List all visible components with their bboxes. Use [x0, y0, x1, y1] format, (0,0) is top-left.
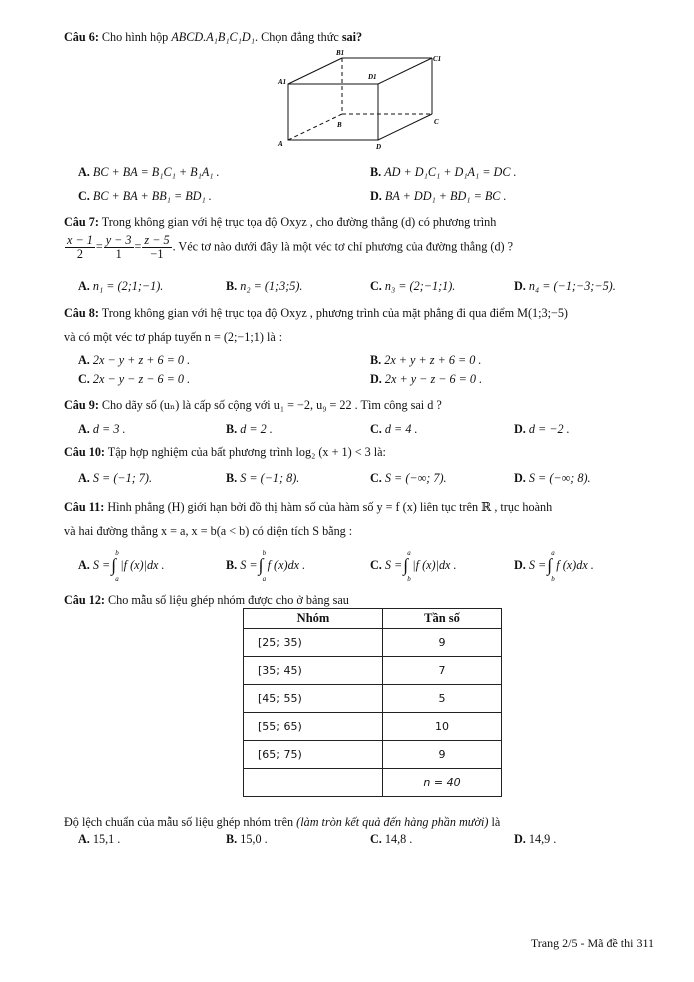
q7-equation: $\frac{x - 1}{2}$ = $\frac{y - 3}{1}$ = $\frac{z - 5}{-1}$ . Véc tơ nào dưới đây là một véc tơ chỉ phương của đường thẳng (d) ?: [67, 233, 514, 261]
q7-label: Câu 7:: [64, 215, 99, 229]
page-footer: Trang 2/5 - Mã đề thi 311: [530, 936, 654, 950]
label-c1: C1: [433, 55, 442, 63]
q10-option-d[interactable]: [514, 471, 591, 486]
q12-option-c[interactable]: [370, 832, 412, 847]
q7-frac-y: [104, 234, 134, 261]
q10-option-b-label: B.: [226, 471, 238, 485]
q7-stem: [64, 215, 496, 230]
q11-line2: và hai đường thẳng x = a, x = b(a < b) có diện tích S bằng :: [64, 524, 353, 538]
q10-option-a-math: S = (−1; 7).: [92, 471, 152, 485]
q8-option-a-math: 2x − y + z + 6 = 0 .: [92, 353, 191, 367]
q9-stem: [64, 398, 442, 413]
q7-option-c-math: n₃ = (2;−1;1).: [384, 279, 456, 293]
table-header-group: Nhóm: [244, 609, 383, 629]
q11-option-b-body: f (x)dx .: [267, 557, 306, 572]
table-cell-total: n = 40: [383, 769, 502, 797]
label-d1: D1: [368, 73, 377, 81]
q11-option-d-lower: b: [551, 575, 555, 583]
label-a1: A1: [278, 78, 287, 86]
q10-label: Câu 10:: [64, 445, 105, 459]
q9-option-c-math: d = 4 .: [384, 422, 418, 436]
q10-option-b-math: S = (−1; 8).: [240, 471, 300, 485]
q10-option-b[interactable]: [226, 471, 299, 486]
q12-label: Câu 12:: [64, 593, 105, 607]
q10-text: Tập hợp nghiệm của bất phương trình log₂ (x + 1) < 3 là:: [107, 445, 386, 459]
q7-frac-z-num: z − 5: [144, 233, 170, 247]
q11-option-c[interactable]: [370, 549, 457, 583]
q9-text: Cho dãy số (uₙ) là cấp số cộng với u₁ = −2, u₉ = 22 . Tìm công sai d ?: [101, 398, 442, 412]
q7-option-b-math: n₂ = (1;3;5).: [240, 279, 303, 293]
table-row: [244, 629, 502, 657]
q6-option-b-label: B.: [370, 165, 382, 179]
q8-option-b[interactable]: [370, 353, 481, 368]
table-row: [244, 685, 502, 713]
q11-option-a-upper: b: [115, 549, 119, 557]
q8-option-b-math: 2x + y + z + 6 = 0 .: [384, 353, 482, 367]
q6-option-a-label: A.: [78, 165, 90, 179]
table-cell-group: [45; 55): [244, 685, 383, 713]
table-cell-group: [55; 65): [244, 713, 383, 741]
q7-frac-x-den: 2: [76, 247, 83, 261]
table-row: [244, 713, 502, 741]
q9-option-a-math: d = 3 .: [92, 422, 126, 436]
q9-option-b-label: B.: [226, 422, 238, 436]
q7-option-d[interactable]: [514, 279, 616, 294]
q10-option-d-label: D.: [514, 471, 526, 485]
q8-option-c-label: C.: [78, 372, 90, 386]
q12-option-b-label: B.: [226, 832, 238, 846]
q12-question-post: là: [491, 815, 501, 829]
q8-stem: [64, 306, 568, 321]
q12-question: [64, 815, 500, 830]
q6-solid: ABCD.A₁B₁C₁D₁: [171, 30, 255, 44]
q12-option-b-math: 15,0 .: [240, 832, 268, 846]
q11-option-d[interactable]: [514, 549, 594, 583]
q11-label: Câu 11:: [64, 500, 105, 514]
front-face: [288, 84, 378, 140]
q8-option-b-label: B.: [370, 353, 382, 367]
q11-option-b-lower: a: [262, 575, 267, 583]
q11-option-d-pre: S =: [528, 557, 547, 572]
q6-text-pre: Cho hình hộp: [101, 30, 169, 44]
q6-option-a[interactable]: [78, 165, 220, 180]
q8-line1: Trong không gian với hệ trục tọa độ Oxyz , phương trình của mặt phẳng đi qua điểm M(1;3;−5): [101, 306, 568, 320]
q12-option-d[interactable]: [514, 832, 556, 847]
q11-option-a-body: |f (x)|dx .: [120, 557, 165, 572]
integral-sign: b ∫ a: [258, 549, 267, 583]
table-header-row: [244, 609, 502, 629]
q9-option-d-math: d = −2 .: [528, 422, 570, 436]
q7-frac-z: [142, 234, 171, 261]
q10-stem: [64, 445, 386, 460]
q6-label: Câu 6:: [64, 30, 99, 44]
label-c: C: [434, 118, 439, 126]
q6-option-d[interactable]: [370, 189, 507, 204]
q11-option-c-lower: b: [407, 575, 411, 583]
label-a: A: [278, 140, 283, 148]
q7-frac-z-den: −1: [150, 247, 164, 261]
q11-option-c-body: |f (x)|dx .: [412, 557, 457, 572]
parallelepiped-figure: [270, 48, 450, 154]
q11-option-c-label: C.: [370, 557, 382, 572]
q10-option-c-label: C.: [370, 471, 382, 485]
integral-sign: a ∫ b: [547, 549, 555, 583]
q8-option-a-label: A.: [78, 353, 90, 367]
q6-option-b-math: AD + D₁C₁ + D₁A₁ = DC .: [384, 165, 517, 179]
q9-option-c-label: C.: [370, 422, 382, 436]
q11-option-c-pre: S =: [384, 557, 403, 572]
q7-option-d-math: n₄ = (−1;−3;−5).: [528, 279, 616, 293]
grouped-data-table: [243, 608, 502, 797]
q11-option-d-upper: a: [551, 549, 555, 557]
q7-option-a-label: A.: [78, 279, 90, 293]
q7-option-c-label: C.: [370, 279, 382, 293]
q7-frac-y-den: 1: [115, 247, 122, 261]
table-cell-group: [244, 769, 383, 797]
q9-label: Câu 9:: [64, 398, 99, 412]
q6-option-b[interactable]: [370, 165, 517, 180]
q7-frac-x: [65, 234, 95, 261]
q7-line1: Trong không gian với hệ trục tọa độ Oxyz , cho đường thẳng (d) có phương trình: [101, 215, 497, 229]
q11-option-b[interactable]: [226, 549, 306, 583]
q7-frac-x-num: x − 1: [67, 233, 93, 247]
q11-option-b-pre: S =: [240, 557, 258, 572]
q10-option-c[interactable]: [370, 471, 447, 486]
q6-option-a-math: BC + BA = B₁C₁ + B₁A₁ .: [92, 165, 220, 179]
q7-option-d-label: D.: [514, 279, 526, 293]
q11-option-a-pre: S =: [92, 557, 111, 572]
q10-option-d-math: S = (−∞; 8).: [528, 471, 591, 485]
q9-option-c[interactable]: [370, 422, 418, 437]
table-cell-frequency: 9: [383, 741, 502, 769]
q6-option-c-label: C.: [78, 189, 90, 203]
label-b: B: [337, 121, 342, 129]
q7-option-c[interactable]: [370, 279, 455, 294]
q12-text: Cho mẫu số liệu ghép nhóm được cho ở bảng sau: [108, 593, 349, 607]
q12-option-b[interactable]: [226, 832, 268, 847]
label-d: D: [376, 143, 382, 151]
q8-option-c-math: 2x − y − z − 6 = 0 .: [92, 372, 191, 386]
q11-option-a-lower: a: [115, 575, 119, 583]
hidden-edge-a-b: [288, 114, 342, 140]
q6-text-post: . Chọn đẳng thức: [254, 30, 339, 44]
q11-option-c-upper: a: [407, 549, 411, 557]
q6-emph: sai?: [341, 30, 363, 44]
q12-option-a-math: 15,1 .: [92, 832, 121, 846]
q12-question-note: (làm tròn kết quả đến hàng phần mười): [296, 815, 489, 829]
q11-line1: Hình phẳng (H) giới hạn bởi đồ thị hàm số của hàm số y = f (x) liên tục trên ℝ , trục hoành: [107, 500, 553, 514]
q9-option-d[interactable]: [514, 422, 570, 437]
q11-option-a[interactable]: [78, 549, 165, 583]
edge-d1-c1: [378, 58, 432, 84]
q12-option-a-label: A.: [78, 832, 90, 846]
q12-option-c-label: C.: [370, 832, 382, 846]
q8-option-d-label: D.: [370, 372, 382, 386]
table-cell-frequency: 10: [383, 713, 502, 741]
q7-option-b[interactable]: [226, 279, 302, 294]
q8-option-d[interactable]: [370, 372, 482, 387]
q11-option-b-upper: b: [262, 549, 267, 557]
table-cell-group: [25; 35): [244, 629, 383, 657]
table-header-frequency: Tần số: [383, 609, 502, 629]
q12-option-a[interactable]: [78, 832, 120, 847]
q7-option-a-math: n₁ = (2;1;−1).: [92, 279, 164, 293]
table-total-row: [244, 769, 502, 797]
q8-label: Câu 8:: [64, 306, 99, 320]
q11-option-b-label: B.: [226, 557, 238, 572]
q7-frac-y-num: y − 3: [105, 233, 132, 247]
q12-question-pre: Độ lệch chuẩn của mẫu số liệu ghép nhóm trên: [64, 815, 294, 829]
q7-line2: . Véc tơ nào dưới đây là một véc tơ chỉ phương của đường thẳng (d) ?: [172, 239, 514, 254]
q6-option-c[interactable]: [78, 189, 212, 204]
edge-a1-b1: [288, 58, 342, 84]
q7-option-b-label: B.: [226, 279, 238, 293]
q8-option-d-math: 2x + y − z − 6 = 0 .: [384, 372, 483, 386]
q12-option-c-math: 14,8 .: [384, 832, 413, 846]
q9-option-b[interactable]: [226, 422, 273, 437]
q6-stem: [64, 30, 362, 45]
q8-line2: và có một véc tơ pháp tuyến n = (2;−1;1) là :: [64, 330, 283, 344]
integral-sign: b ∫ a: [111, 549, 119, 583]
table-row: [244, 741, 502, 769]
q10-option-a-label: A.: [78, 471, 90, 485]
q6-option-d-label: D.: [370, 189, 382, 203]
q7-option-a[interactable]: [78, 279, 163, 294]
q9-option-a-label: A.: [78, 422, 90, 436]
q6-option-d-math: BA + DD₁ + BD₁ = BC .: [384, 189, 507, 203]
q11-option-d-label: D.: [514, 557, 526, 572]
edge-d-c: [378, 114, 432, 140]
q11-option-d-body: f (x)dx .: [556, 557, 594, 572]
q11-option-a-label: A.: [78, 557, 90, 572]
q10-option-a[interactable]: [78, 471, 152, 486]
table-cell-group: [35; 45): [244, 657, 383, 685]
table-row: [244, 657, 502, 685]
q8-option-a[interactable]: [78, 353, 190, 368]
q12-stem: [64, 593, 349, 608]
q10-option-c-math: S = (−∞; 7).: [384, 471, 447, 485]
table-cell-frequency: 7: [383, 657, 502, 685]
integral-sign: a ∫ b: [403, 549, 411, 583]
table-cell-frequency: 9: [383, 629, 502, 657]
q12-option-d-label: D.: [514, 832, 526, 846]
q9-option-a[interactable]: [78, 422, 126, 437]
table-cell-group: [65; 75): [244, 741, 383, 769]
q8-option-c[interactable]: [78, 372, 190, 387]
q6-option-c-math: BC + BA + BB₁ = BD₁ .: [92, 189, 212, 203]
q11-stem: [64, 500, 552, 515]
q12-option-d-math: 14,9 .: [528, 832, 557, 846]
table-cell-frequency: 5: [383, 685, 502, 713]
label-b1: B1: [336, 49, 345, 57]
q9-option-d-label: D.: [514, 422, 526, 436]
q9-option-b-math: d = 2 .: [240, 422, 273, 436]
